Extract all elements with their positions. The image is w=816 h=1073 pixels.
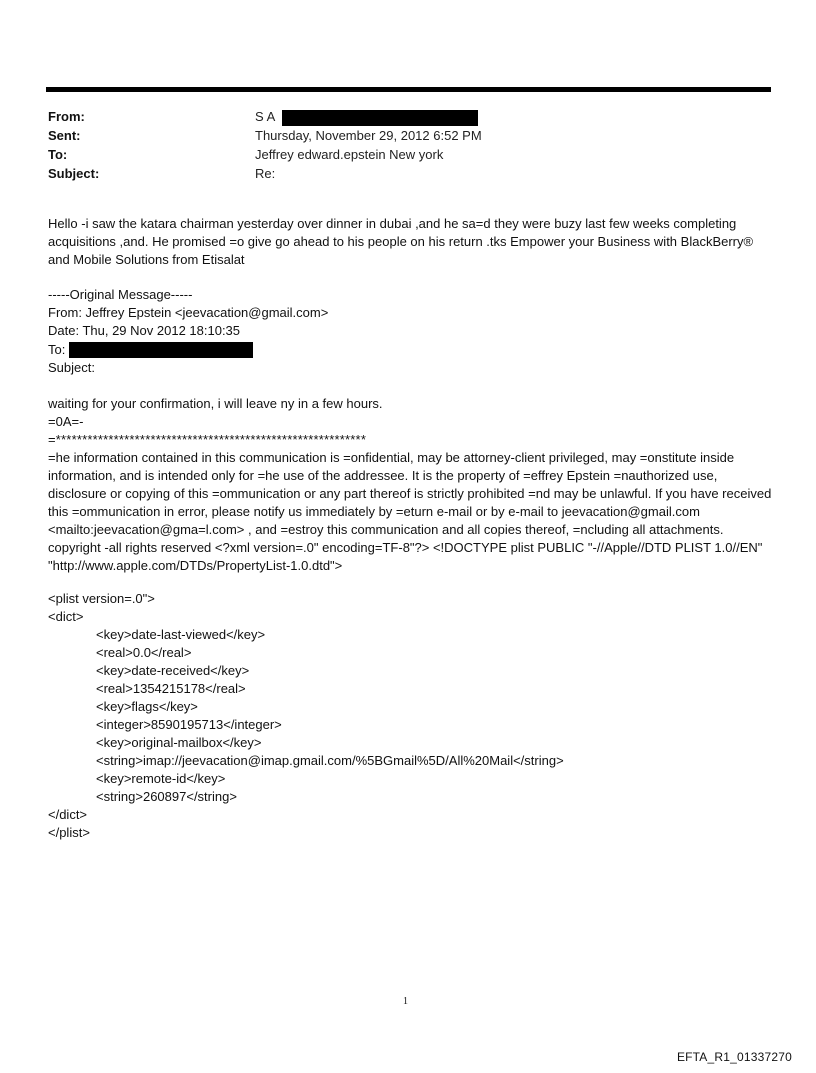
plist-line: <key>date-last-viewed</key> bbox=[96, 627, 266, 642]
original-date: Date: Thu, 29 Nov 2012 18:10:35 bbox=[48, 323, 241, 339]
from-value: S A bbox=[255, 107, 478, 126]
message-line: =*********************************************************** bbox=[48, 432, 367, 447]
plist-open: <plist version=.0"> bbox=[48, 591, 155, 606]
plist-block bbox=[48, 590, 564, 842]
redaction-box bbox=[69, 342, 253, 358]
original-from: From: Jeffrey Epstein <jeevacation@gmail.com> bbox=[48, 305, 329, 321]
sent-label: Sent: bbox=[48, 128, 81, 143]
message-block bbox=[48, 395, 773, 575]
plist-line: <key>remote-id</key> bbox=[96, 771, 226, 786]
plist-line: <integer>8590195713</integer> bbox=[96, 717, 282, 732]
plist-close: </plist> bbox=[48, 825, 90, 840]
original-to-row: To: bbox=[48, 341, 773, 359]
disclaimer-paragraph: =he information contained in this communication is =onfidential, may be attorney-client privileged, may =onstitute inside information, and is intended only for =he use of the addressee. It is the property of =effrey Epstein =nauthorized use, disclosure or copying of this =ommunication or any part thereof is strictly prohibited =nd may be unlawful. If you have received this =ommunication in error, please notify us immediately by =eturn e-mail or by e-mail to jeevacation@gmail.com <mailto:jeevacation@gma=l.com> , and =estroy this communication and all copies thereof, =ncluding all attachments. copyright -all rights reserved <?xml version=.0" encoding=TF-8"?> <!DOCTYPE plist PUBLIC "-//Apple//DTD PLIST 1.0//EN" "http://www.apple.com/DTDs/PropertyList-1.0.dtd"> bbox=[48, 450, 772, 573]
plist-line: <real>0.0</real> bbox=[96, 645, 192, 660]
plist-line: <string>260897</string> bbox=[96, 789, 237, 804]
original-subject: Subject: bbox=[48, 359, 95, 375]
plist-line: <key>original-mailbox</key> bbox=[96, 735, 262, 750]
header-rule bbox=[46, 87, 771, 92]
plist-line: <real>1354215178</real> bbox=[96, 681, 246, 696]
from-label: From: bbox=[48, 109, 85, 124]
plist-line: <key>date-received</key> bbox=[96, 663, 250, 678]
dict-close: </dict> bbox=[48, 807, 88, 822]
body-paragraph: Hello -i saw the katara chairman yesterday over dinner in dubai ,and he sa=d they were buzy last few weeks completing acquisitions ,and. He promised =o give go ahead to his people on his return .tks Empower your Business with BlackBerry® and Mobile Solutions from Etisalat bbox=[48, 216, 754, 267]
dict-open: <dict> bbox=[48, 609, 84, 624]
subject-row bbox=[48, 164, 482, 183]
email-header bbox=[48, 107, 482, 183]
plist-line: <string>imap://jeevacation@imap.gmail.com/%5BGmail%5D/All%20Mail</string> bbox=[96, 753, 564, 768]
sent-value: Thursday, November 29, 2012 6:52 PM bbox=[255, 128, 482, 143]
from-row bbox=[48, 107, 482, 126]
original-separator: -----Original Message----- bbox=[48, 287, 193, 302]
plist-line: <key>flags</key> bbox=[96, 699, 198, 714]
redaction-box bbox=[282, 110, 478, 126]
to-label: To: bbox=[48, 147, 68, 162]
subject-value: Re: bbox=[255, 166, 276, 181]
document-id: EFTA_R1_01337270 bbox=[676, 1050, 792, 1064]
to-value: Jeffrey edward.epstein New york bbox=[255, 147, 444, 162]
message-line: waiting for your confirmation, i will leave ny in a few hours. bbox=[48, 396, 383, 411]
to-row bbox=[48, 145, 482, 164]
subject-label: Subject: bbox=[48, 166, 100, 181]
original-message-block bbox=[48, 286, 773, 377]
page-number: 1 bbox=[403, 996, 408, 1007]
sent-row bbox=[48, 126, 482, 145]
message-line: =0A=- bbox=[48, 414, 84, 429]
